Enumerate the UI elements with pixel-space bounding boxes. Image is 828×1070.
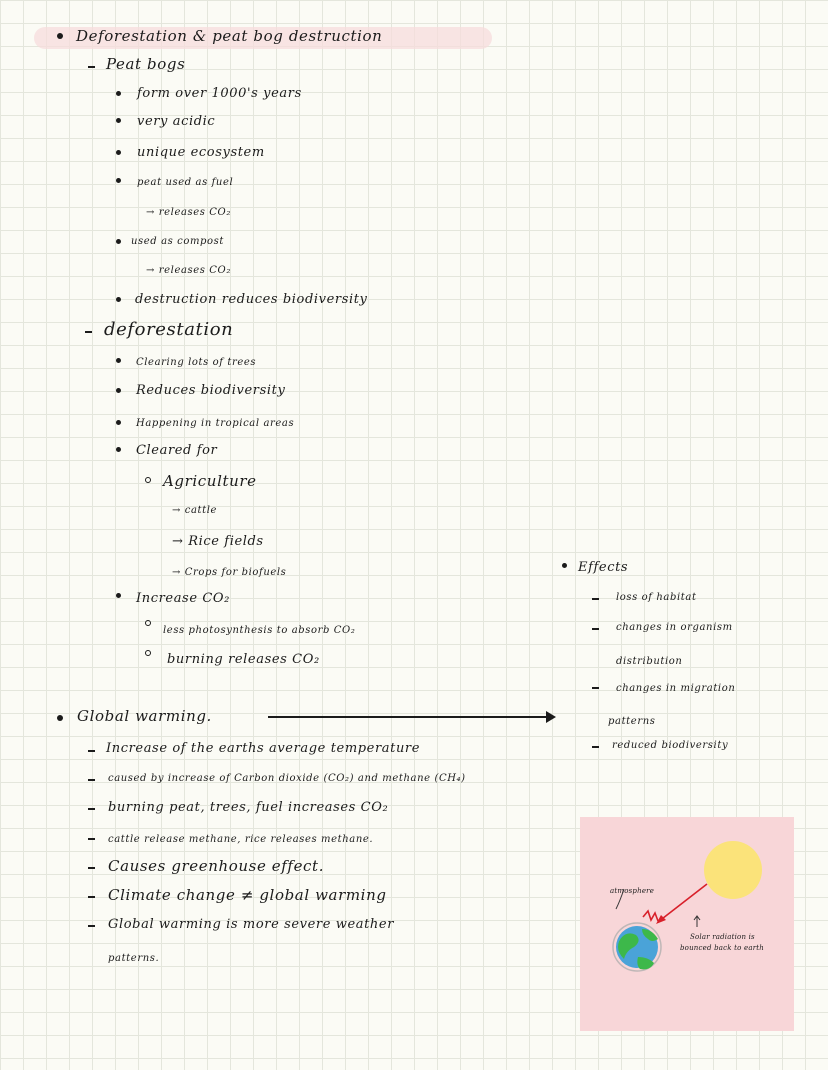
dash-marker: [592, 598, 599, 600]
dash-marker: [88, 867, 95, 869]
diagram-caption-line2: bounced back to earth: [680, 944, 764, 952]
global-warming-item: Global warming is more severe weather: [108, 917, 395, 932]
bullet-dot: [116, 297, 121, 302]
bullet-dot: [562, 563, 567, 568]
effects-item: changes in organism: [616, 622, 733, 633]
greenhouse-diagram-svg: [580, 817, 794, 1031]
peat-item: unique ecosystem: [137, 145, 265, 160]
global-warming-title: Global warming.: [77, 707, 212, 725]
global-warming-item: Increase of the earths average temperature: [106, 741, 421, 756]
dash-marker: [88, 808, 95, 810]
dash-marker: [88, 838, 95, 840]
bullet-dot: [116, 420, 121, 425]
bullet-circle: [145, 620, 151, 626]
global-warming-item: caused by increase of Carbon dioxide (CO₂) and methane (CH₄): [108, 773, 466, 784]
bullet-dot: [116, 239, 121, 244]
global-warming-item: Climate change ≠ global warming: [108, 886, 387, 904]
dash-marker: [592, 687, 599, 689]
peat-item: form over 1000's years: [137, 86, 302, 101]
dash-marker: [85, 331, 92, 333]
peat-item: used as compost: [131, 236, 225, 247]
bullet-dot: [116, 178, 121, 183]
dash-marker: [592, 628, 599, 630]
bounced-ray: [643, 911, 658, 921]
sun-icon: [704, 841, 762, 899]
agriculture-item: → cattle: [172, 505, 218, 516]
agriculture-item: → Rice fields: [172, 534, 264, 549]
dash-marker: [88, 779, 95, 781]
effects-item: loss of habitat: [616, 592, 697, 603]
bullet-dot: [116, 358, 121, 363]
global-warming-item: burning peat, trees, fuel increases CO₂: [108, 800, 389, 815]
arrow-head-icon: [546, 711, 556, 723]
deforestation-item: Clearing lots of trees: [136, 357, 257, 368]
peat-bogs-heading: Peat bogs: [106, 55, 186, 73]
peat-item: very acidic: [137, 114, 216, 129]
effects-item: reduced biodiversity: [612, 740, 729, 751]
dash-marker: [88, 750, 95, 752]
increase-item: less photosynthesis to absorb CO₂: [163, 625, 356, 636]
atmosphere-label: atmosphere: [610, 887, 655, 895]
effects-item: distribution: [616, 656, 683, 667]
bullet-dot: [116, 447, 121, 452]
peat-sub-item: → releases CO₂: [146, 207, 231, 218]
agriculture-item: → Crops for biofuels: [172, 567, 287, 578]
bullet-dot: [116, 593, 121, 598]
bullet-dot: [57, 715, 63, 721]
bullet-dot: [116, 150, 121, 155]
deforestation-item: Reduces biodiversity: [136, 383, 286, 398]
dash-marker: [88, 66, 95, 68]
peat-item: peat used as fuel: [137, 177, 234, 188]
bullet-dot: [116, 118, 121, 123]
dash-marker: [592, 746, 599, 748]
arrow-line: [268, 716, 548, 718]
bullet-dot: [116, 388, 121, 393]
effects-item: patterns: [608, 716, 656, 727]
peat-item: destruction reduces biodiversity: [135, 292, 368, 307]
bullet-dot: [57, 33, 63, 39]
bullet-circle: [145, 477, 151, 483]
dash-marker: [88, 896, 95, 898]
section-title-deforestation: Deforestation & peat bog destruction: [76, 27, 383, 45]
global-warming-item: cattle release methane, rice releases methane.: [108, 834, 374, 845]
peat-sub-item: → releases CO₂: [146, 265, 231, 276]
greenhouse-diagram: [580, 817, 794, 1031]
deforestation-item: Cleared for: [136, 443, 218, 458]
bullet-circle: [145, 650, 151, 656]
global-warming-item: patterns.: [108, 953, 160, 964]
bullet-dot: [116, 91, 121, 96]
increase-co2-label: Increase CO₂: [136, 591, 230, 606]
agriculture-label: Agriculture: [163, 472, 257, 490]
effects-item: changes in migration: [616, 683, 736, 694]
deforestation-heading: deforestation: [104, 319, 234, 340]
diagram-caption-line1: Solar radiation is: [690, 933, 755, 941]
dash-marker: [88, 925, 95, 927]
solar-ray: [658, 884, 707, 922]
effects-title: Effects: [578, 560, 629, 575]
deforestation-item: Happening in tropical areas: [136, 418, 295, 429]
increase-item: burning releases CO₂: [167, 652, 320, 667]
global-warming-item: Causes greenhouse effect.: [108, 857, 325, 875]
